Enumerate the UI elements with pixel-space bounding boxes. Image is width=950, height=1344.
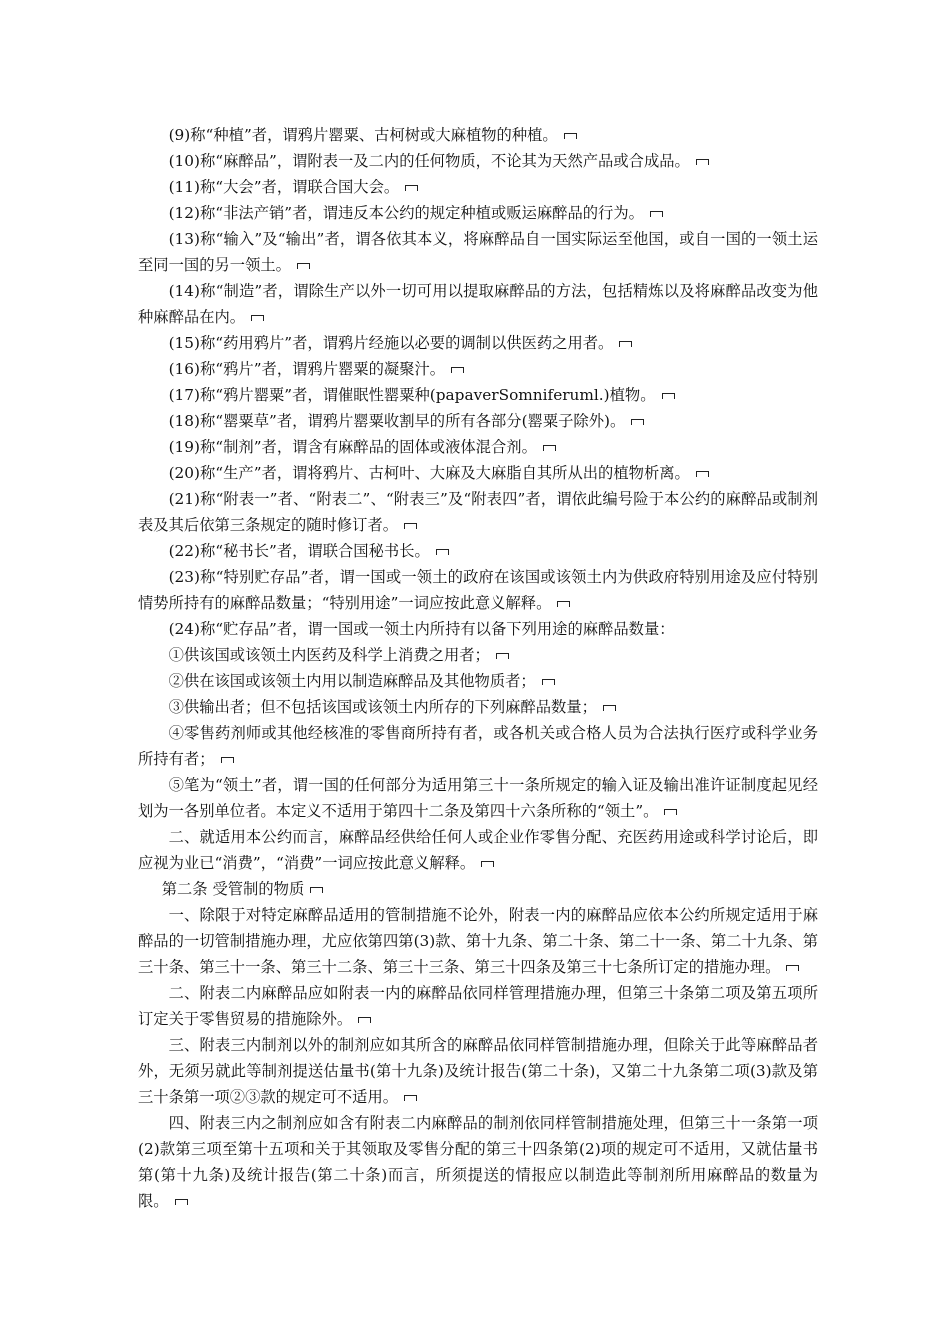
paragraph (138, 772, 818, 824)
paragraph (138, 148, 818, 174)
paragraph (138, 460, 818, 486)
paragraph-text: (19)称“制剂”者，谓含有麻醉品的固体或液体混合剂。 (168, 438, 537, 456)
paragraph (138, 616, 818, 642)
paragraph-text: (10)称“麻醉品”，谓附表一及二内的任何物质，不论其为天然产品或合成品。 (168, 152, 690, 170)
paragraph-text: 四、附表三内之制剂应如含有附表二内麻醉品的制剂依同样管制措施处理，但第三十一条第一项(2)款第三项至第十五项和关于其领取及零售分配的第三十四条第(2)项的规定可不适用，又就估量书第(第十九条)及统计报告(第二十条)而言，所须提送的情报应以制造此等制剂所用麻醉品的数量为限。 (138, 1114, 818, 1210)
paragraph-end-mark-icon (436, 549, 449, 555)
paragraph-text: 一、除限于对特定麻醉品适用的管制措施不论外，附表一内的麻醉品应依本公约所规定适用于麻醉品的一切管制措施办理，尤应依第四第(3)款、第十九条、第二十条、第二十一条、第二十九条、第三十条、第三十一条、第三十二条、第三十三条、第三十四条及第三十七条所订定的措施办理。 (138, 906, 818, 976)
document-page (138, 122, 818, 1214)
paragraph (138, 226, 818, 278)
paragraph-text: ④零售药剂师或其他经核准的零售商所持有者，或各机关或合格人员为合法执行医疗或科学业务所持有者； (138, 724, 818, 768)
paragraph (138, 642, 818, 668)
paragraph (138, 434, 818, 460)
paragraph-text: ②供在该国或该领土内用以制造麻醉品及其他物质者； (168, 672, 536, 690)
paragraph-end-mark-icon (664, 809, 677, 815)
paragraph-end-mark-icon (662, 393, 675, 399)
paragraph-text: ⑤笔为“领土”者，谓一国的任何部分为适用第三十一条所规定的输入证及输出准许证制度起见经划为一各别单位者。本定义不适用于第四十二条及第四十六条所称的“领土”。 (138, 776, 818, 820)
paragraph-end-mark-icon (786, 965, 799, 971)
paragraph-text: (21)称“附表一”者、“附表二”、“附表三”及“附表四”者，谓依此编号险于本公约的麻醉品或制剂表及其后依第三条规定的随时修订者。 (138, 490, 818, 534)
paragraph-list (138, 122, 818, 1214)
paragraph-end-mark-icon (404, 523, 417, 529)
paragraph-end-mark-icon (481, 861, 494, 867)
paragraph-text: (15)称“药用鸦片”者，谓鸦片经施以必要的调制以供医药之用者。 (168, 334, 614, 352)
paragraph (138, 356, 818, 382)
paragraph-text: (11)称“大会”者，谓联合国大会。 (168, 178, 400, 196)
paragraph-text: (20)称“生产”者，谓将鸦片、古柯叶、大麻及大麻脂自其所从出的植物析离。 (168, 464, 690, 482)
paragraph-text: (14)称“制造”者，谓除生产以外一切可用以提取麻醉品的方法，包括精炼以及将麻醉品改变为他种麻醉品在内。 (138, 282, 818, 326)
paragraph (138, 538, 818, 564)
paragraph-end-mark-icon (175, 1199, 188, 1205)
paragraph-text: (12)称“非法产销”者，谓违反本公约的规定种植或贩运麻醉品的行为。 (168, 204, 644, 222)
paragraph-end-mark-icon (221, 757, 234, 763)
paragraph-text: 二、附表二内麻醉品应如附表一内的麻醉品依同样管理措施办理，但第三十条第二项及第五项所订定关于零售贸易的措施除外。 (138, 984, 818, 1028)
article-heading (138, 876, 818, 902)
paragraph (138, 720, 818, 772)
paragraph-text: (24)称“贮存品”者，谓一国或一领土内所持有以备下列用途的麻醉品数量： (168, 620, 675, 638)
paragraph (138, 824, 818, 876)
paragraph-end-mark-icon (297, 263, 310, 269)
paragraph-text: (13)称“输入”及“输出”者，谓各依其本义，将麻醉品自一国实际运至他国，或自一国的一领土运至同一国的另一领土。 (138, 230, 818, 274)
paragraph-text: 三、附表三内制剂以外的制剂应如其所含的麻醉品依同样管制措施办理，但除关于此等麻醉品者外，无须另就此等制剂提送估量书(第十九条)及统计报告(第二十条)，又第二十九条第二项(3)款及第三十条第一项②③款的规定可不适用。 (138, 1036, 818, 1106)
paragraph-end-mark-icon (696, 471, 709, 477)
paragraph (138, 564, 818, 616)
paragraph-end-mark-icon (496, 653, 509, 659)
paragraph-end-mark-icon (543, 445, 556, 451)
paragraph (138, 902, 818, 980)
paragraph-text: ①供该国或该领土内医药及科学上消费之用者； (168, 646, 490, 664)
paragraph (138, 1032, 818, 1110)
paragraph (138, 668, 818, 694)
paragraph (138, 174, 818, 200)
paragraph (138, 408, 818, 434)
paragraph (138, 382, 818, 408)
paragraph (138, 330, 818, 356)
paragraph (138, 200, 818, 226)
paragraph-text: (9)称“种植”者，谓鸦片罂粟、古柯树或大麻植物的种植。 (168, 126, 558, 144)
paragraph-text: (22)称“秘书长”者，谓联合国秘书长。 (168, 542, 430, 560)
paragraph (138, 980, 818, 1032)
paragraph-text: 第二条 受管制的物质 (161, 880, 305, 898)
paragraph-end-mark-icon (564, 133, 577, 139)
paragraph-end-mark-icon (603, 705, 616, 711)
paragraph-text: (23)称“特别贮存品”者，谓一国或一领土的政府在该国或该领土内为供政府特别用途及应付特别情势所持有的麻醉品数量；“特别用途”一词应按此意义解释。 (138, 568, 818, 612)
paragraph-end-mark-icon (451, 367, 464, 373)
paragraph (138, 1110, 818, 1214)
paragraph-end-mark-icon (310, 887, 323, 893)
paragraph-text: (17)称“鸦片罂粟”者，谓催眠性罂粟种(papaverSomniferuml.)植物。 (168, 386, 656, 404)
paragraph-text: (18)称“罂粟草”者，谓鸦片罂粟收割早的所有各部分(罂粟子除外)。 (168, 412, 626, 430)
paragraph (138, 278, 818, 330)
paragraph-text: (16)称“鸦片”者，谓鸦片罂粟的凝聚汁。 (168, 360, 446, 378)
paragraph-end-mark-icon (358, 1017, 371, 1023)
paragraph-end-mark-icon (650, 211, 663, 217)
paragraph-end-mark-icon (404, 1095, 417, 1101)
paragraph-end-mark-icon (619, 341, 632, 347)
paragraph (138, 486, 818, 538)
paragraph (138, 122, 818, 148)
paragraph-end-mark-icon (542, 679, 555, 685)
paragraph-end-mark-icon (557, 601, 570, 607)
paragraph-end-mark-icon (631, 419, 644, 425)
paragraph-text: 二、就适用本公约而言，麻醉品经供给任何人或企业作零售分配、充医药用途或科学讨论后，即应视为业已“消费”，“消费”一词应按此意义解释。 (138, 828, 818, 872)
paragraph (138, 694, 818, 720)
paragraph-end-mark-icon (251, 315, 264, 321)
paragraph-text: ③供输出者；但不包括该国或该领土内所存的下列麻醉品数量； (168, 698, 597, 716)
paragraph-end-mark-icon (405, 185, 418, 191)
paragraph-end-mark-icon (696, 159, 709, 165)
